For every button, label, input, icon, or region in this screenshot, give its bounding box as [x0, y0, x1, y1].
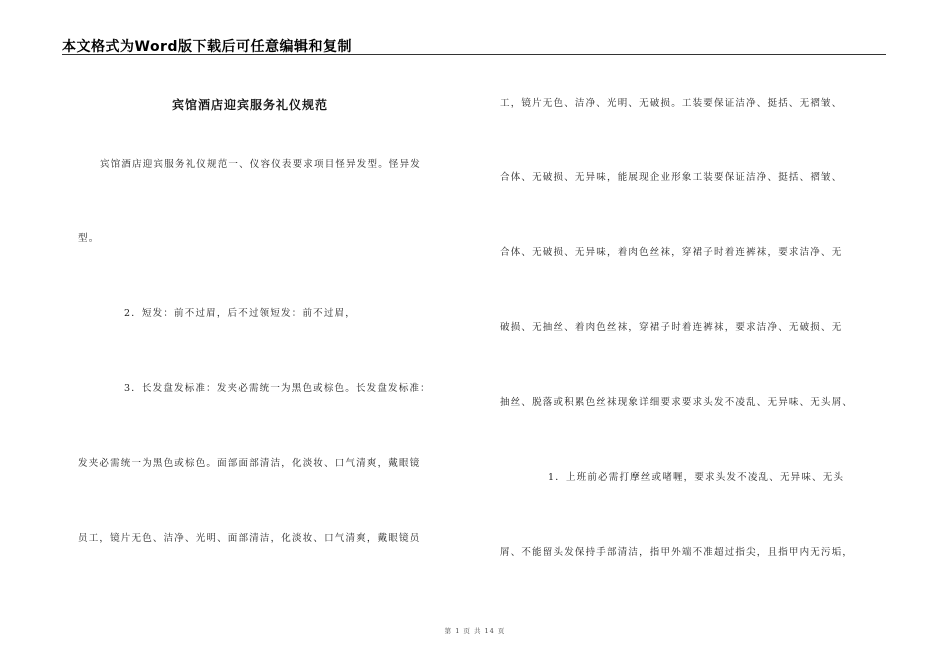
paragraph-line: 型。 [78, 233, 100, 244]
paragraph-line: 发夹必需统一为黑色或棕色。面部面部清洁，化淡妆、口气清爽，戴眼镜 [78, 458, 421, 469]
page-number: 第 1 页 共 14 页 [444, 627, 506, 635]
paragraph-line: 员工，镜片无色、洁净、光明、面部清洁，化淡妆、口气清爽，戴眼镜员 [78, 533, 421, 544]
paragraph-line: 工，镜片无色、洁净、光明、无破损。工装要保证洁净、挺括、无褶皱、 [500, 98, 843, 109]
header-divider [62, 54, 886, 55]
paragraph-line: 合体、无破损、无异味，着肉色丝袜，穿裙子时着连裤袜，要求洁净、无 [500, 247, 843, 258]
paragraph-line: 抽丝、脱落或积累色丝袜现象详细要求要求头发不凌乱、无异味、无头屑、 [500, 397, 854, 408]
paragraph-line: 屑、不能留头发保持手部清洁，指甲外端不准超过指尖，且指甲内无污垢， [500, 547, 854, 558]
paragraph-line: 2．短发：前不过眉，后不过领短发：前不过眉， [124, 308, 356, 319]
paragraph-line: 合体、无破损、无异味，能展现企业形象工装要保证洁净、挺括、褶皱、 [500, 172, 843, 183]
paragraph-line: 宾馆酒店迎宾服务礼仪规范一、仪容仪表要求项目怪异发型。怪异发 [100, 159, 422, 170]
document-banner: 本文格式为Word版下载后可任意编辑和复制 [62, 39, 352, 55]
paragraph-line: 1．上班前必需打摩丝或啫喱，要求头发不凌乱、无异味、无头 [548, 472, 845, 483]
paragraph-line: 破损、无抽丝、着肉色丝袜，穿裙子时着连裤袜，要求洁净、无破损、无 [500, 322, 843, 333]
document-title: 宾馆酒店迎宾服务礼仪规范 [172, 98, 329, 112]
paragraph-line: 3．长发盘发标准：发夹必需统一为黑色或棕色。长发盘发标准： [124, 383, 431, 394]
